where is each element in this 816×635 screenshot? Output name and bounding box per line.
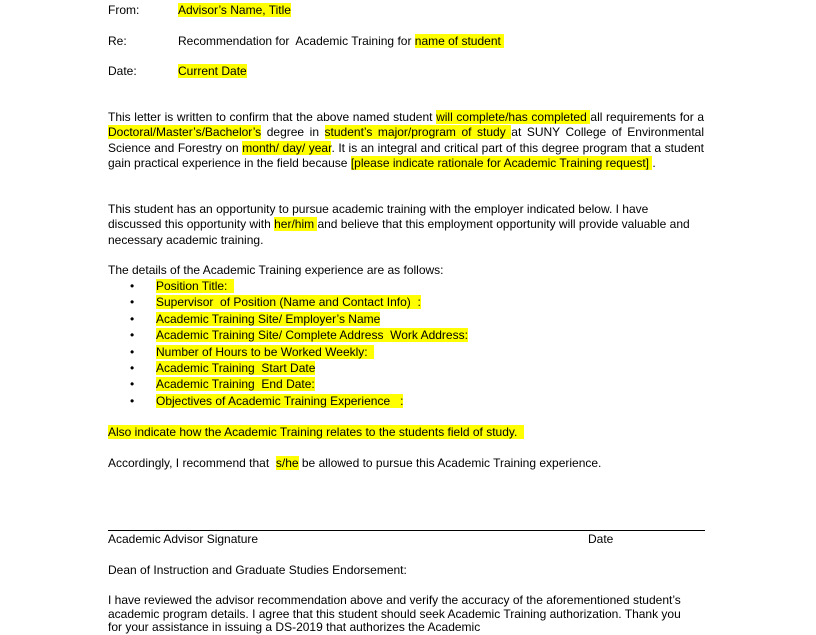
signature-date-label: Date bbox=[588, 532, 614, 546]
end-date-field: Academic Training End Date: bbox=[156, 377, 315, 392]
details-list bbox=[130, 278, 468, 409]
relates-note-text: Also indicate how the Academic Training relates to the students field of study. bbox=[108, 425, 525, 439]
completion-date-field: month/ day/ year bbox=[242, 140, 332, 155]
date-value: Current Date bbox=[178, 64, 247, 78]
list-item bbox=[130, 311, 468, 327]
re-value: name of student bbox=[414, 34, 505, 48]
recommend-line bbox=[108, 456, 601, 470]
date-line bbox=[108, 64, 247, 78]
bullet-icon: • bbox=[130, 328, 135, 343]
list-item bbox=[130, 393, 468, 409]
major-field: student’s major/program of study bbox=[324, 125, 512, 140]
list-item bbox=[130, 344, 468, 360]
dean-endorsement-heading: Dean of Instruction and Graduate Studies Endorsement: bbox=[108, 563, 407, 577]
para1-text-3: degree in bbox=[261, 125, 325, 140]
re-text: Recommendation for Academic Training for bbox=[178, 34, 415, 48]
rationale-field: [please indicate rationale for Academic Training request] bbox=[350, 156, 653, 171]
employer-name-field: Academic Training Site/ Employer’s Name bbox=[156, 311, 381, 326]
para1-text-2: all requirements for a bbox=[590, 110, 704, 124]
list-item bbox=[130, 294, 468, 310]
list-item bbox=[130, 327, 468, 343]
from-value: Advisor’s Name, Title bbox=[178, 3, 291, 17]
para1-text-1: This letter is written to confirm that the above named student bbox=[108, 110, 437, 124]
para1-text-5: . It is an integral and critical part of this degree program that a student gain practical experience in the field because bbox=[108, 140, 705, 171]
bullet-icon: • bbox=[130, 311, 135, 326]
recommend-text-2: be allowed to pursue this Academic Training experience. bbox=[298, 456, 602, 470]
bullet-icon: • bbox=[130, 279, 135, 293]
bullet-icon: • bbox=[130, 360, 135, 375]
bullet-icon: • bbox=[130, 377, 135, 392]
para2-text-1: This student has an opportunity to pursue academic training with the employer indicated below. I have discussed this opportunity with bbox=[108, 202, 649, 232]
final-paragraph: I have reviewed the advisor recommendation above and verify the accuracy of the aforementioned student’s academic program details. I agree that this student should seek Academic Training authorization. Thank you for your assistance in issuing a DS-2019 that authorizes the Academic bbox=[108, 593, 681, 634]
para1-text-6: . bbox=[652, 156, 656, 171]
bullet-icon: • bbox=[130, 344, 135, 359]
bullet-icon: • bbox=[130, 393, 135, 408]
re-label: Re: bbox=[108, 34, 127, 48]
opportunity-paragraph bbox=[108, 202, 703, 248]
list-item bbox=[130, 278, 468, 294]
pronoun-field: s/he bbox=[275, 456, 299, 470]
objectives-field: Objectives of Academic Training Experience : bbox=[156, 393, 404, 408]
degree-level-field: Doctoral/Master’s/Bachelor’s bbox=[108, 125, 262, 140]
recommend-text-1: Accordingly, I recommend that bbox=[108, 456, 276, 470]
from-label: From: bbox=[108, 3, 140, 17]
para2-text-2: and believe that this employment opportunity will provide valuable and necessary academic training. bbox=[108, 217, 690, 247]
advisor-signature-label: Academic Advisor Signature bbox=[108, 532, 259, 546]
completion-status-field: will complete/has completed bbox=[436, 110, 591, 124]
supervisor-field: Supervisor of Position (Name and Contact Info) : bbox=[156, 295, 421, 310]
position-title-field: Position Title: bbox=[156, 279, 235, 293]
weekly-hours-field: Number of Hours to be Worked Weekly: bbox=[156, 344, 375, 359]
relates-note bbox=[108, 425, 524, 439]
date-label: Date: bbox=[108, 64, 137, 78]
start-date-field: Academic Training Start Date bbox=[156, 360, 316, 375]
pronoun-field: her/him bbox=[274, 217, 318, 232]
para1-text-4: at SUNY College of Environmental Science and Forestry on bbox=[108, 125, 704, 155]
work-address-field: Academic Training Site/ Complete Address Work Address: bbox=[156, 328, 468, 343]
list-item bbox=[130, 360, 468, 376]
confirmation-paragraph bbox=[108, 110, 704, 172]
signature-line bbox=[108, 530, 705, 531]
list-item bbox=[130, 376, 468, 392]
re-line bbox=[108, 34, 504, 48]
bullet-icon: • bbox=[130, 295, 135, 310]
details-intro: The details of the Academic Training experience are as follows: bbox=[108, 263, 444, 277]
from-line bbox=[108, 3, 291, 17]
